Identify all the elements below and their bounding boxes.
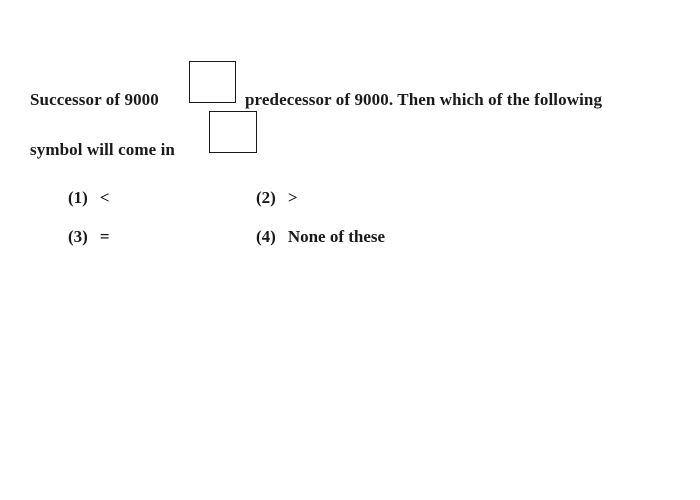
option-text: > (287, 188, 298, 207)
option-1[interactable] (68, 188, 110, 208)
question-text-part1: Successor of 9000 (30, 90, 159, 109)
option-number: (3) (68, 227, 88, 246)
option-number: (2) (256, 188, 276, 207)
option-2[interactable] (256, 188, 298, 208)
option-text: < (99, 188, 110, 207)
question-text-line2: symbol will come in (30, 140, 175, 159)
question-text-part2: predecessor of 9000. Then which of the following (245, 90, 603, 109)
option-number: (4) (256, 227, 276, 246)
answer-box-1 (189, 61, 236, 103)
option-3[interactable] (68, 227, 110, 247)
option-text: None of these (287, 227, 386, 246)
option-number: (1) (68, 188, 88, 207)
answer-box-2 (209, 111, 257, 153)
option-text: = (99, 227, 110, 246)
option-4[interactable] (256, 227, 385, 247)
